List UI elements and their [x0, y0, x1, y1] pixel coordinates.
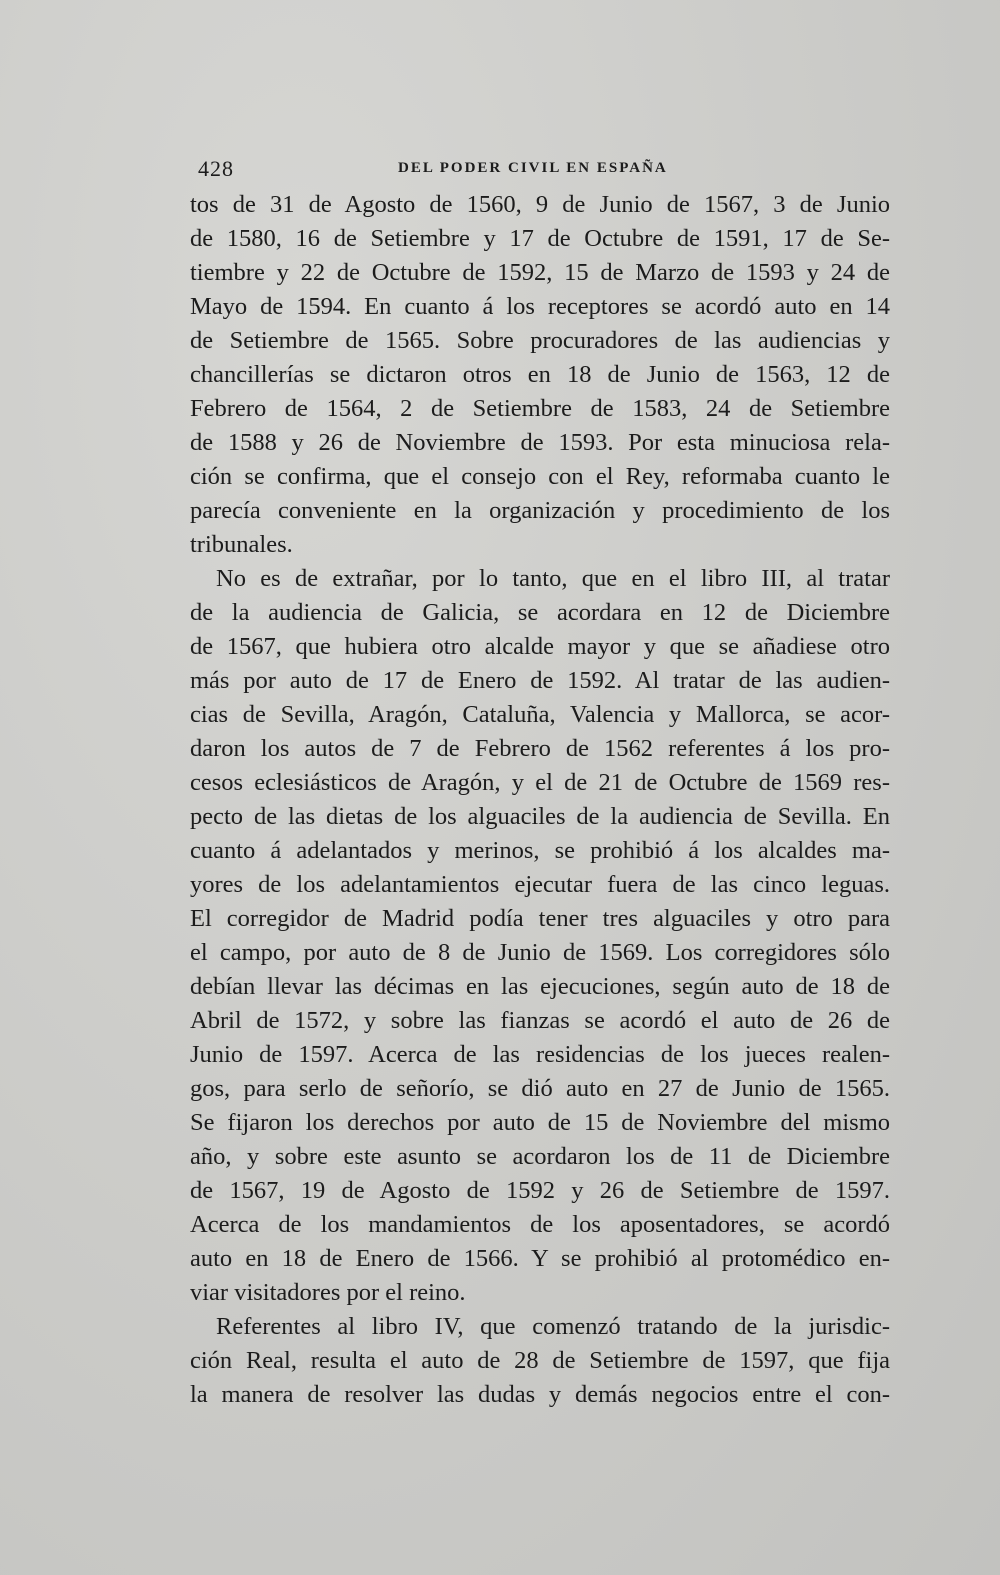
- text-line: de 1567, 19 de Agosto de 1592 y 26 de Setiembre de 1597.: [190, 1177, 890, 1204]
- text-line: debían llevar las décimas en las ejecuciones, según auto de 18 de: [190, 973, 890, 1000]
- text-line: cias de Sevilla, Aragón, Cataluña, Valencia y Mallorca, se acor-: [190, 701, 890, 728]
- page-number: 428: [198, 156, 234, 181]
- text-line: la manera de resolver las dudas y demás negocios entre el con-: [190, 1381, 890, 1408]
- text-line: de 1567, que hubiera otro alcalde mayor y que se añadiese otro: [190, 633, 890, 660]
- text-line: yores de los adelantamientos ejecutar fuera de las cinco leguas.: [190, 871, 890, 898]
- text-line: gos, para serlo de señorío, se dió auto en 27 de Junio de 1565.: [190, 1075, 890, 1102]
- text-line: Abril de 1572, y sobre las fianzas se acordó el auto de 26 de: [190, 1007, 890, 1034]
- text-line: El corregidor de Madrid podía tener tres alguaciles y otro para: [190, 905, 890, 932]
- text-line: más por auto de 17 de Enero de 1592. Al tratar de las audien-: [190, 667, 890, 694]
- running-title: DEL PODER CIVIL EN ESPAÑA: [398, 160, 668, 176]
- text-line: Referentes al libro IV, que comenzó tratando de la jurisdic-: [216, 1313, 890, 1340]
- text-line: de 1588 y 26 de Noviembre de 1593. Por esta minuciosa rela-: [190, 429, 890, 456]
- text-line: de la audiencia de Galicia, se acordara en 12 de Diciembre: [190, 599, 890, 626]
- text-line: tribunales.: [190, 531, 293, 558]
- text-line: el campo, por auto de 8 de Junio de 1569. Los corregidores sólo: [190, 939, 890, 966]
- text-line: Febrero de 1564, 2 de Setiembre de 1583, 24 de Setiembre: [190, 395, 890, 422]
- text-line: Se fijaron los derechos por auto de 15 de Noviembre del mismo: [190, 1109, 890, 1136]
- text-line: pecto de las dietas de los alguaciles de la audiencia de Sevilla. En: [190, 803, 890, 830]
- body-text: [190, 188, 890, 1412]
- text-line: tiembre y 22 de Octubre de 1592, 15 de Marzo de 1593 y 24 de: [190, 259, 890, 286]
- text-line: viar visitadores por el reino.: [190, 1279, 466, 1306]
- text-line: tos de 31 de Agosto de 1560, 9 de Junio de 1567, 3 de Junio: [190, 191, 890, 218]
- text-line: de Setiembre de 1565. Sobre procuradores de las audiencias y: [190, 327, 890, 354]
- text-line: Acerca de los mandamientos de los aposentadores, se acordó: [190, 1211, 890, 1238]
- text-line: daron los autos de 7 de Febrero de 1562 referentes á los pro-: [190, 735, 890, 762]
- text-line: Mayo de 1594. En cuanto á los receptores se acordó auto en 14: [190, 293, 890, 320]
- text-line: parecía conveniente en la organización y procedimiento de los: [190, 497, 890, 524]
- text-line: chancillerías se dictaron otros en 18 de Junio de 1563, 12 de: [190, 361, 890, 388]
- text-line: Junio de 1597. Acerca de las residencias de los jueces realen-: [190, 1041, 890, 1068]
- text-line: año, y sobre este asunto se acordaron los de 11 de Diciembre: [190, 1143, 890, 1170]
- text-line: auto en 18 de Enero de 1566. Y se prohibió al protomédico en-: [190, 1245, 890, 1272]
- page-header: [198, 156, 878, 186]
- text-line: ción Real, resulta el auto de 28 de Setiembre de 1597, que fija: [190, 1347, 890, 1374]
- text-line: cuanto á adelantados y merinos, se prohibió á los alcaldes ma-: [190, 837, 890, 864]
- text-line: No es de extrañar, por lo tanto, que en el libro III, al tratar: [216, 565, 890, 592]
- text-line: de 1580, 16 de Setiembre y 17 de Octubre de 1591, 17 de Se-: [190, 225, 890, 252]
- text-line: ción se confirma, que el consejo con el Rey, reformaba cuanto le: [190, 463, 890, 490]
- text-line: cesos eclesiásticos de Aragón, y el de 21 de Octubre de 1569 res-: [190, 769, 890, 796]
